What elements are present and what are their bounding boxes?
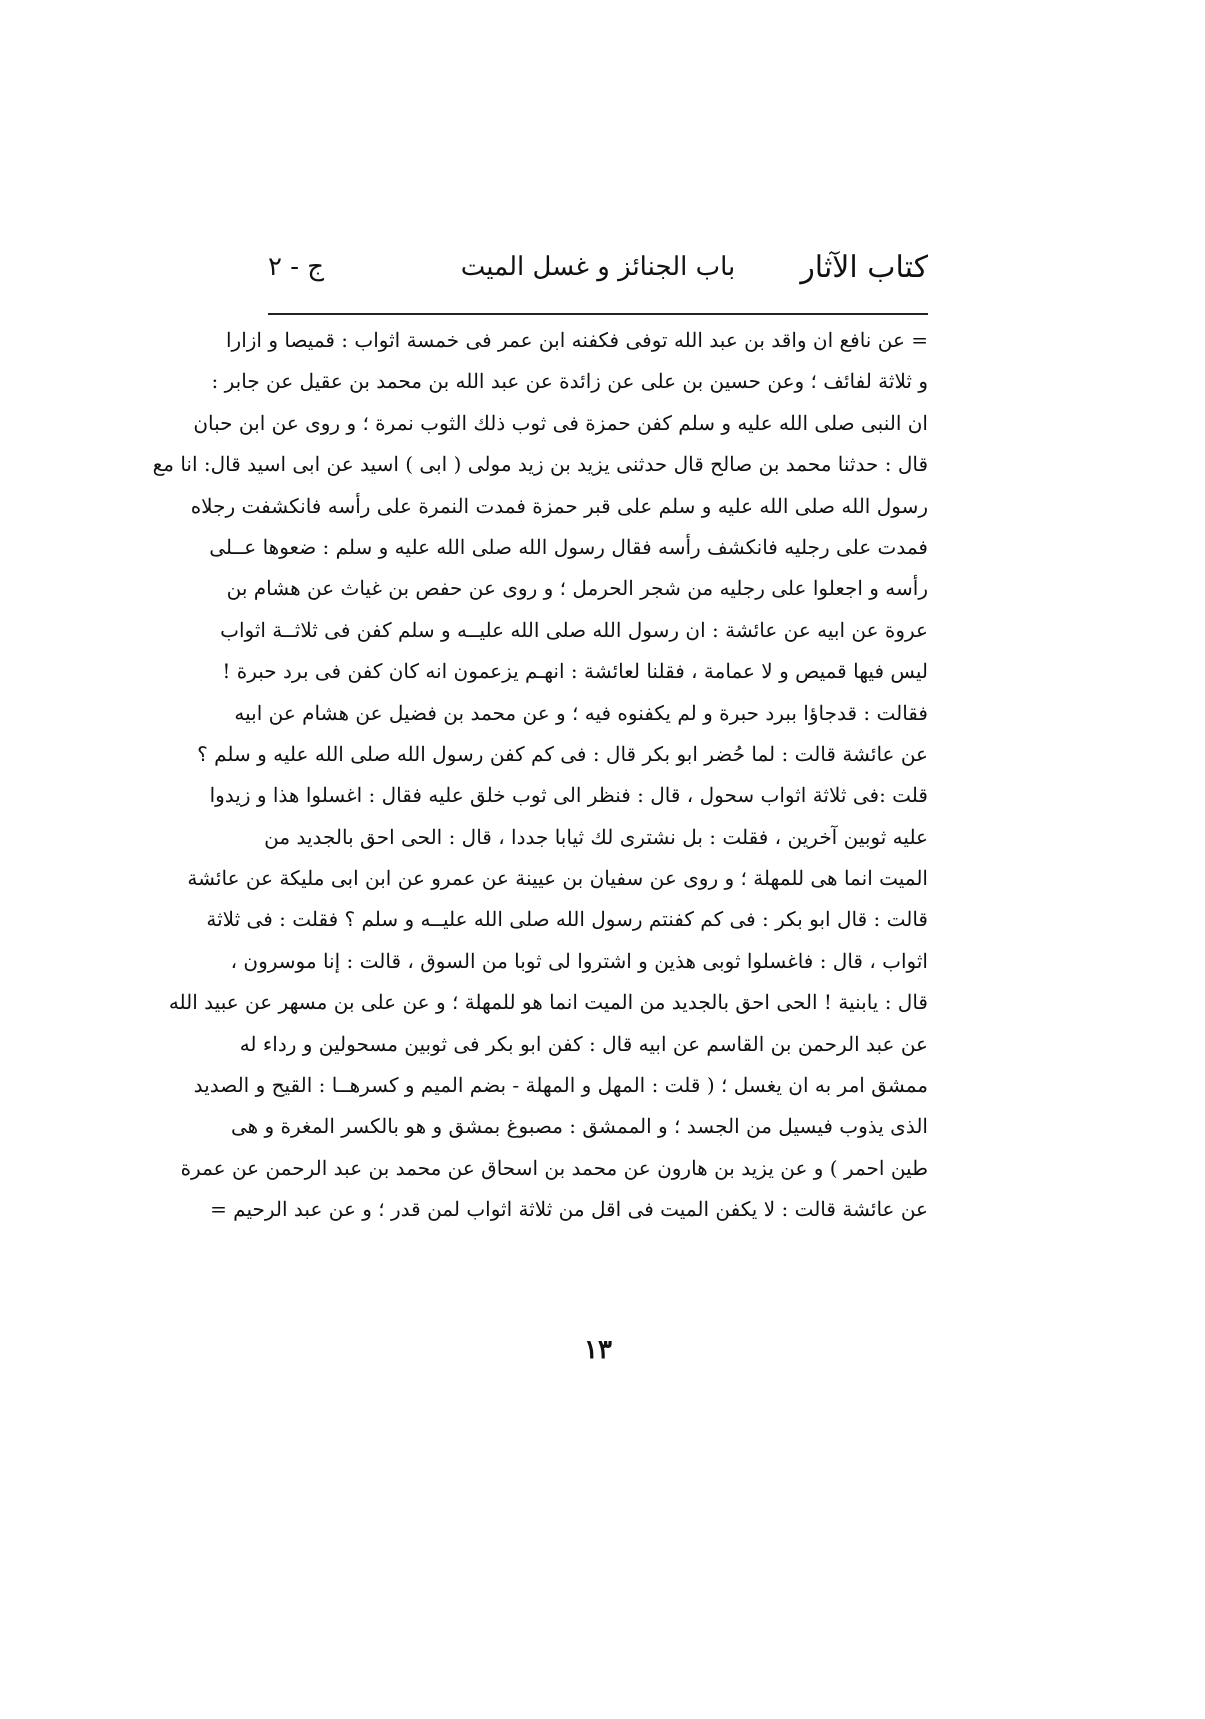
text-line: عن عائشة قالت : لا يكفن الميت فى اقل من ثلاثة اثواب لمن قدر ؛ و عن عبد الرحيم =	[210, 1197, 928, 1222]
chapter-title: باب الجنائز و غسل الميت	[460, 252, 736, 282]
text-line: قلت :فى ثلاثة اثواب سحول ، قال : فنظر الى ثوب خلق عليه فقال : اغسلوا هذا و زيدوا	[209, 783, 928, 808]
page-header	[268, 250, 928, 296]
text-line: ليس فيها قميص و لا عمامة ، فقلنا لعائشة : انهـم يزعمون انه كان كفن فى برد حبرة !	[222, 659, 928, 684]
text-line: قالت : قال ابو بكر : فى كم كفنتم رسول الله صلى الله عليــه و سلم ؟ فقلت : فى ثلاثة	[206, 907, 928, 932]
volume-number: ج - ٢	[268, 252, 325, 282]
header-divider	[268, 313, 928, 315]
body-text	[152, 320, 928, 1231]
text-line: اثواب ، قال : فاغسلوا ثوبى هذين و اشتروا لى ثوبا من السوق ، قالت : إنا موسرون ،	[230, 948, 928, 973]
text-line: ممشق امر به ان يغسل ؛ ( قلت : المهل و المهلة - بضم الميم و كسرهــا : القيح و الصديد	[193, 1073, 928, 1098]
text-line: ان النبى صلى الله عليه و سلم كفن حمزة فى ثوب ذلك الثوب نمرة ؛ و روى عن ابن حبان	[193, 410, 928, 435]
text-line: قال : يابنية ! الحى احق بالجديد من الميت انما هو للمهلة ؛ و عن على بن مسهر عن عبيد الله	[168, 990, 928, 1015]
text-line: = عن نافع ان واقد بن عبد الله توفى فكفنه ابن عمر فى خمسة اثواب : قميصا و ازارا	[225, 328, 928, 352]
text-line: الذى يذوب فيسيل من الجسد ؛ و الممشق : مصبوغ بمشق و هو بالكسر المغرة و هى	[230, 1114, 928, 1139]
text-line: الميت انما هى للمهلة ؛ و روى عن سفيان بن عيينة عن عمرو عن ابن ابى مليكة عن عائشة	[187, 866, 928, 891]
book-title: كتاب الآثار	[800, 250, 928, 285]
text-line: عليه ثوبين آخرين ، فقلت : بل نشترى لك ثيابا جددا ، قال : الحى احق بالجديد من	[264, 824, 928, 849]
text-line: عن عائشة قالت : لما حُضر ابو بكر قال : فى كم كفن رسول الله صلى الله عليه و سلم ؟	[197, 741, 928, 766]
text-line: فقالت : قدجاؤا ببرد حبرة و لم يكفنوه فيه ؛ و عن محمد بن فضيل عن هشام عن ابيه	[234, 700, 928, 725]
text-line: عروة عن ابيه عن عائشة : ان رسول الله صلى الله عليــه و سلم كفن فى ثلاثــة اثواب	[220, 617, 928, 642]
page-number: ١٣	[584, 1335, 612, 1365]
text-line: قال : حدثنا محمد بن صالح قال حدثنى يزيد بن زيد مولى ( ابى ) اسيد عن ابى اسيد قال: انا مع	[152, 452, 928, 477]
text-line: و ثلاثة لفائف ؛ وعن حسين بن على عن زائدة عن عبد الله بن محمد بن عقيل عن جابر :	[211, 369, 928, 394]
text-line: عن عبد الرحمن بن القاسم عن ابيه قال : كفن ابو بكر فى ثوبين مسحولين و رداء له	[239, 1031, 928, 1056]
text-line: فمدت على رجليه فانكشف رأسه فقال رسول الله صلى الله عليه و سلم : ضعوها عــلى	[209, 534, 928, 559]
text-line: رأسه و اجعلوا على رجليه من شجر الحرمل ؛ و روى عن حفص بن غياث عن هشام بن	[226, 576, 928, 601]
text-line: رسول الله صلى الله عليه و سلم على قبر حمزة فمدت النمرة على رأسه فانكشفت رجلاه	[190, 493, 928, 518]
text-line: طين احمر ) و عن يزيد بن هارون عن محمد بن اسحاق عن محمد بن عبد الرحمن عن عمرة	[180, 1155, 928, 1180]
